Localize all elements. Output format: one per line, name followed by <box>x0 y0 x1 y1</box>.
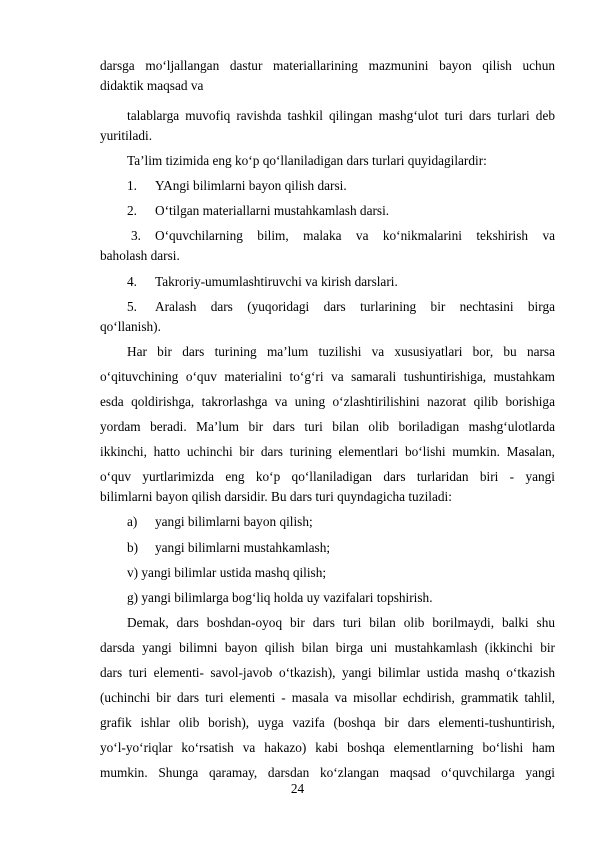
text-line: o‘quv yurtlarimizda eng ko‘p qo‘llaniladigan dars turlaridan biri - yangi <box>100 469 555 484</box>
list-item: O‘quvchilarning bilim, malaka va ko‘nikmalarini tekshirish va <box>155 228 555 243</box>
list-item: Takroriy-umumlashtiruvchi va kirish darslari. <box>155 274 398 289</box>
text-line: Demak, dars boshdan-oyoq bir dars turi bilan olib borilmaydi, balki shu <box>127 615 555 630</box>
list-item: v) yangi bilimlar ustida mashq qilish; <box>127 565 327 580</box>
text-line: yuritiladi. <box>100 128 153 143</box>
list-item: YAngi bilimlarni bayon qilish darsi. <box>155 178 347 193</box>
list-letter: a) <box>127 514 138 529</box>
text-line: (uchinchi bir dars turi elementi - masala va misollar echdirish, grammatik tahlil, <box>100 690 555 705</box>
text-line: yo‘l-yo‘riqlar ko‘rsatish va hakazo) kabi boshqa elementlarning bo‘lishi ham <box>100 740 555 755</box>
list-item-continuation: qo‘llanish). <box>100 319 161 334</box>
text-line: darsga mo‘ljallangan dastur materiallarining mazmunini bayon qilish uchun <box>100 58 555 73</box>
text-line: o‘qituvchining o‘quv materialini to‘g‘ri va samarali tushuntirishiga, mustahkam <box>100 369 555 384</box>
text-line: yordam beradi. Ma’lum bir dars turi bilan olib boriladigan mashg‘ulotlarda <box>100 419 555 434</box>
list-item-continuation: baholash darsi. <box>100 248 180 263</box>
list-letter: b) <box>127 540 139 555</box>
page-number: 24 <box>290 781 305 796</box>
text-line: talablarga muvofiq ravishda tashkil qilingan mashg‘ulot turi dars turlari deb <box>127 108 555 123</box>
text-line: grafik ishlar olib borish), uyga vazifa (boshqa bir dars elementi-tushuntirish, <box>100 715 555 730</box>
list-item: O‘tilgan materiallarni mustahkamlash darsi. <box>155 203 390 218</box>
text-line: Ta’lim tizimida eng ko‘p qo‘llaniladigan dars turlari quyidagilardir: <box>127 153 487 168</box>
text-line: bilimlarni bayon qilish darsidir. Bu dars turi quyndagicha tuziladi: <box>100 489 452 504</box>
list-number: 2. <box>127 203 137 218</box>
text-line: Har bir dars turining ma’lum tuzilishi va xususiyatlari bor, bu narsa <box>127 344 555 359</box>
text-line: didaktik maqsad va <box>100 78 204 93</box>
list-number: 1. <box>127 178 137 193</box>
list-number: 4. <box>127 274 137 289</box>
list-number: 3. <box>131 228 141 243</box>
list-number: 5. <box>127 299 137 314</box>
text-line: mumkin. Shunga qaramay, darsdan ko‘zlangan maqsad o‘quvchilarga yangi <box>100 765 555 780</box>
text-line: esda qoldirishga, takrorlashga va uning o‘zlashtirilishini nazorat qilib borishiga <box>100 394 555 409</box>
text-line: darsda yangi bilimni bayon qilish bilan birga uni mustahkamlash (ikkinchi bir <box>100 640 555 655</box>
list-item: yangi bilimlarni mustahkamlash; <box>155 540 331 555</box>
list-item: g) yangi bilimlarga bog‘liq holda uy vazifalari topshirish. <box>127 590 433 605</box>
text-line: ikkinchi, hatto uchinchi bir dars turining elementlari bo‘lishi mumkin. Masalan, <box>100 444 555 459</box>
text-line: dars turi elementi- savol-javob o‘tkazish), yangi bilimlar ustida mashq o‘tkazish <box>100 665 555 680</box>
list-item: yangi bilimlarni bayon qilish; <box>155 514 313 529</box>
list-item: Aralash dars (yuqoridagi dars turlarining bir nechtasini birga <box>155 299 555 314</box>
